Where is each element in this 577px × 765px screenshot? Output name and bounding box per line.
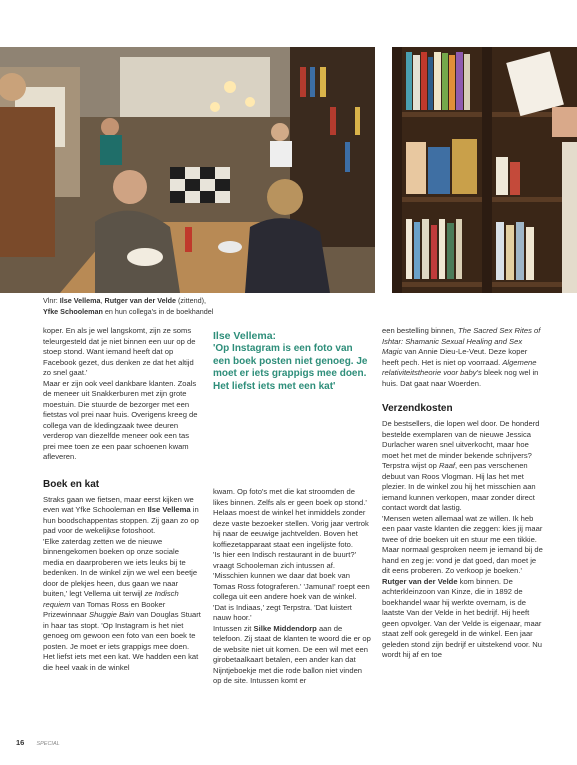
section-heading-verzendkosten: Verzendkosten	[382, 403, 453, 414]
caption-name-rutger: Rutger van der Velde	[104, 296, 177, 305]
section-heading-boek-en-kat: Boek en kat	[43, 478, 100, 490]
article-column-1	[43, 326, 201, 673]
photo-caption	[43, 296, 373, 317]
col1-paragraph-2: Maar er zijn ook veel dankbare klanten. Zoals de meneer uit Snakkerburen met zijn grote moestuin. Die stuurde de bezorger met een fietstas vol prei naar huis. Overigens kreeg de collega van de kledingzaak twee deuren verderop van diezelfde meneer ook een tas prei mee toen ze een paar schoenen kwam afleveren.	[43, 378, 198, 461]
col1-paragraph-1: koper. En als je wel langskomt, zijn ze soms teleurgesteld dat je niet binnen een uur op de stoep stond. Want iemand heeft dat op Facebook gezet, dus denken ze dat het altijd zo snel gaat.'	[43, 326, 196, 377]
col3-paragraph-1: een bestelling binnen, The Sacred Sex Rites of Ishtar: Shamanic Sexual Healing and Sex Magic van Annie Dieu-Le-Veut. Deze koper heeft pech. Het is niet op voorraad. Algemene relativiteitstheorie voor baby's bleek nog wel in huis. Dat gaat naar Woerden.	[382, 326, 541, 388]
col3-paragraph-4: Rutger van der Velde kom binnen. De achterkleinzoon van Kinze, die in 1892 de boekhandel waar hij werkte overnam, is de laatste Van der Velde in het bedrijf. Hij heeft geen opvolger. Van der Velde is eigenaar, maar staat zelf ook geregeld in de winkel. Een jaar geleden stond zijn bedrijf er uitstekend voor. Nu wordt hij af en toe	[382, 576, 542, 659]
caption-prefix: Vlnr:	[43, 296, 60, 305]
caption-suffix: en hun collega's in de boekhandel	[102, 306, 214, 316]
bookshelf-photo	[392, 47, 577, 293]
col3-paragraph-3: 'Mensen weten allemaal wat ze willen. Ik heb een paar vaste klanten die zeggen: kies jij maar twee of drie boeken uit en stuur me een tikkie. Maar normaal gesproken neem je iemand bij de hand en zeg je: vond je dat goed, dan moet je dit eens proberen. Zo verkoop je boeken.'	[382, 513, 543, 575]
pull-quote-name: Ilse Vellema:	[213, 330, 277, 342]
col2-paragraph-3: Intussen zit Silke Middendorp aan de telefoon. Zij staat de klanten te woord die er op de website niet uit komen. De een wil met een girobetaalkaart betalen, een ander kan dat Nijntjeboekje met die rode ballon niet vinden op de site. Intussen komt er	[213, 623, 371, 685]
article-column-2	[213, 330, 371, 687]
caption-mid: (zittend),	[176, 296, 207, 305]
article-column-3	[382, 326, 544, 661]
col3-paragraph-2: De bestsellers, die lopen wel door. De honderd bestelde exemplaren van de nieuwe Jessica Durlacher waren snel uitverkocht, maar hoe moet het met de minder bekende schrijvers? Terpstra wijst op Raaf, een pas verschenen debuut van Roos Vlogman. Hij las het met plezier. In de winkel zou hij het misschien aan iemand kunnen verkopen, maar zonder direct contact wordt dat lastig.	[382, 419, 540, 512]
page-number: 16	[16, 738, 25, 747]
col2-paragraph-2: 'Is hier een Indisch restaurant in de buurt?' vraagt Schooleman zich intussen af. 'Misschien kunnen we daar dat boek van Tomas Ross fotograferen.' 'Jamuna!' roept een collega uit een andere hoek van de winkel. 'Dat is Indiaas,' zegt Terpstra. 'Dat luistert nauw hoor.'	[213, 550, 370, 622]
magazine-name: SPECIAL	[36, 741, 60, 747]
pull-quote-text: 'Op Instagram is een foto van een boek posten niet genoeg. Je moet er iets grappigs mee doen. Het liefst iets met een kat'	[213, 343, 368, 392]
caption-name-ilse: Ilse Vellema	[59, 296, 101, 305]
col2-paragraph-1: kwam. Op foto's met die kat stroomden de likes binnen. Zelfs als er geen boek op stond.' Helaas moest de winkel het inmiddels zonder deze vaste bezoeker stellen. Vorig jaar vertrok hij naar de eeuwige jachtvelden. Boven het koffiezetapparaat staat een ingelijste foto.	[213, 487, 369, 549]
caption-name-yfke: Yfke Schooleman	[43, 306, 103, 316]
bookstore-cafe-photo	[0, 47, 375, 293]
caption-sep: ,	[100, 296, 105, 305]
page-footer	[16, 738, 60, 747]
col1-paragraph-3: Straks gaan we fietsen, maar eerst kijken we even wat Yfke Schooleman en Ilse Vellema in hun boodschappentas stoppen. Zij gaan zo op pad voor de wekelijkse fotoshoot.	[43, 494, 199, 535]
col1-paragraph-4: 'Elke zaterdag zetten we de nieuwe binnengekomen boeken op onze sociale media en daarproberen we iets leuks bij te bedenken. In de winkel zijn we wel een beetje door de plekjes heen, dus gaan we naar buiten,' legt Vellema uit terwijl ze Indisch requiem van Tomas Ross en Booker Prizewinnaar Shuggie Bain van Douglas Stuart in haar tas stopt. 'Op Instagram is het niet genoeg om gewoon een foto van een boek te posten. Je moet er iets grappigs mee doen. Het liefst iets met een kat. We hadden een kat die heel vaak in de winkel	[43, 536, 201, 672]
